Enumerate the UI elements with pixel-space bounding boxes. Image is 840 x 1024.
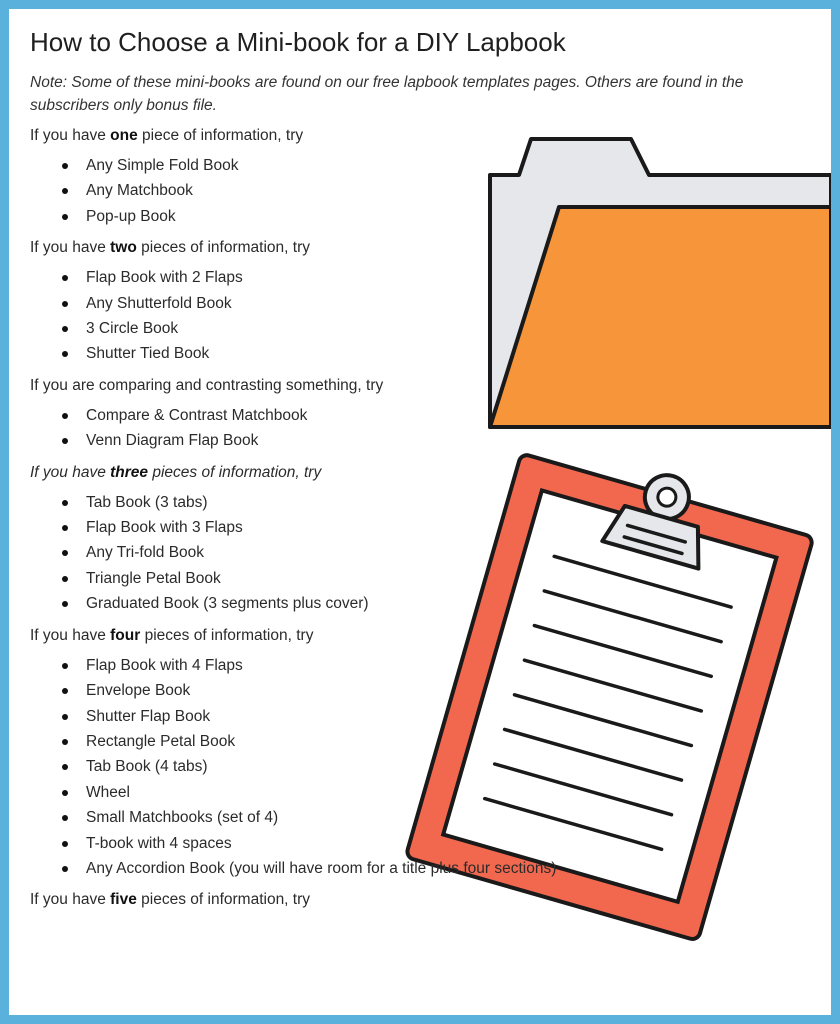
document-content [30,25,810,911]
list-item: Any Accordion Book (you will have room for a title plus four sections) [86,856,810,881]
section [30,125,810,229]
section-intro [30,125,810,147]
section-intro [30,462,810,484]
list-item: Any Simple Fold Book [86,153,810,178]
list-item: Any Matchbook [86,178,810,203]
list-item: Wheel [86,780,810,805]
list-item: 3 Circle Book [86,316,810,341]
section [30,237,810,367]
list-item: Flap Book with 3 Flaps [86,515,810,540]
mini-book-list [30,490,810,617]
intro-suffix: pieces of information, try [136,891,311,909]
document-page [9,9,831,1015]
section-intro [30,375,810,397]
intro-emphasis: five [110,891,137,909]
intro-emphasis: four [110,626,141,644]
list-item: Tab Book (4 tabs) [86,754,810,779]
intro-prefix: If you have [30,891,111,909]
list-item: Rectangle Petal Book [86,729,810,754]
list-item: Shutter Tied Book [86,341,810,366]
intro-prefix: If you have [30,239,111,257]
intro-emphasis: three [110,463,149,481]
list-item: Shutter Flap Book [86,704,810,729]
list-item: Tab Book (3 tabs) [86,490,810,515]
list-item: T-book with 4 spaces [86,831,810,856]
mini-book-list [30,653,810,882]
intro-prefix: If you are comparing and contrasting something, try [30,376,384,394]
list-item: Small Matchbooks (set of 4) [86,805,810,830]
mini-book-list [30,153,810,229]
intro-suffix: piece of information, try [137,127,304,144]
intro-prefix: If you have [30,626,111,644]
list-item: Triangle Petal Book [86,566,810,591]
list-item: Graduated Book (3 segments plus cover) [86,591,810,616]
intro-suffix: pieces of information, try [148,463,322,481]
page-title: How to Choose a Mini-book for a DIY Lapbook [30,27,566,57]
note-text: Note: Some of these mini-books are found on our free lapbook templates pages. Others are found in the subscribers only bonus file. [30,74,744,114]
intro-prefix: If you have [30,127,111,144]
sections [30,125,810,911]
list-item: Flap Book with 2 Flaps [86,265,810,290]
section [30,462,810,617]
intro-emphasis: two [110,239,137,257]
section-intro [30,889,810,911]
intro-suffix: pieces of information, try [136,239,310,257]
section [30,375,810,454]
intro-suffix: pieces of information, try [140,626,314,644]
list-item: Any Shutterfold Book [86,291,810,316]
section [30,889,810,911]
list-item: Any Tri-fold Book [86,540,810,565]
mini-book-list [30,403,810,454]
list-item: Envelope Book [86,678,810,703]
intro-prefix: If you have [30,463,111,481]
section-intro [30,625,810,647]
section-intro [30,237,810,259]
mini-book-list [30,265,810,367]
section [30,625,810,882]
list-item: Venn Diagram Flap Book [86,428,810,453]
list-item: Pop-up Book [86,204,810,229]
list-item: Flap Book with 4 Flaps [86,653,810,678]
list-item: Compare & Contrast Matchbook [86,403,810,428]
intro-emphasis: one [110,127,138,144]
